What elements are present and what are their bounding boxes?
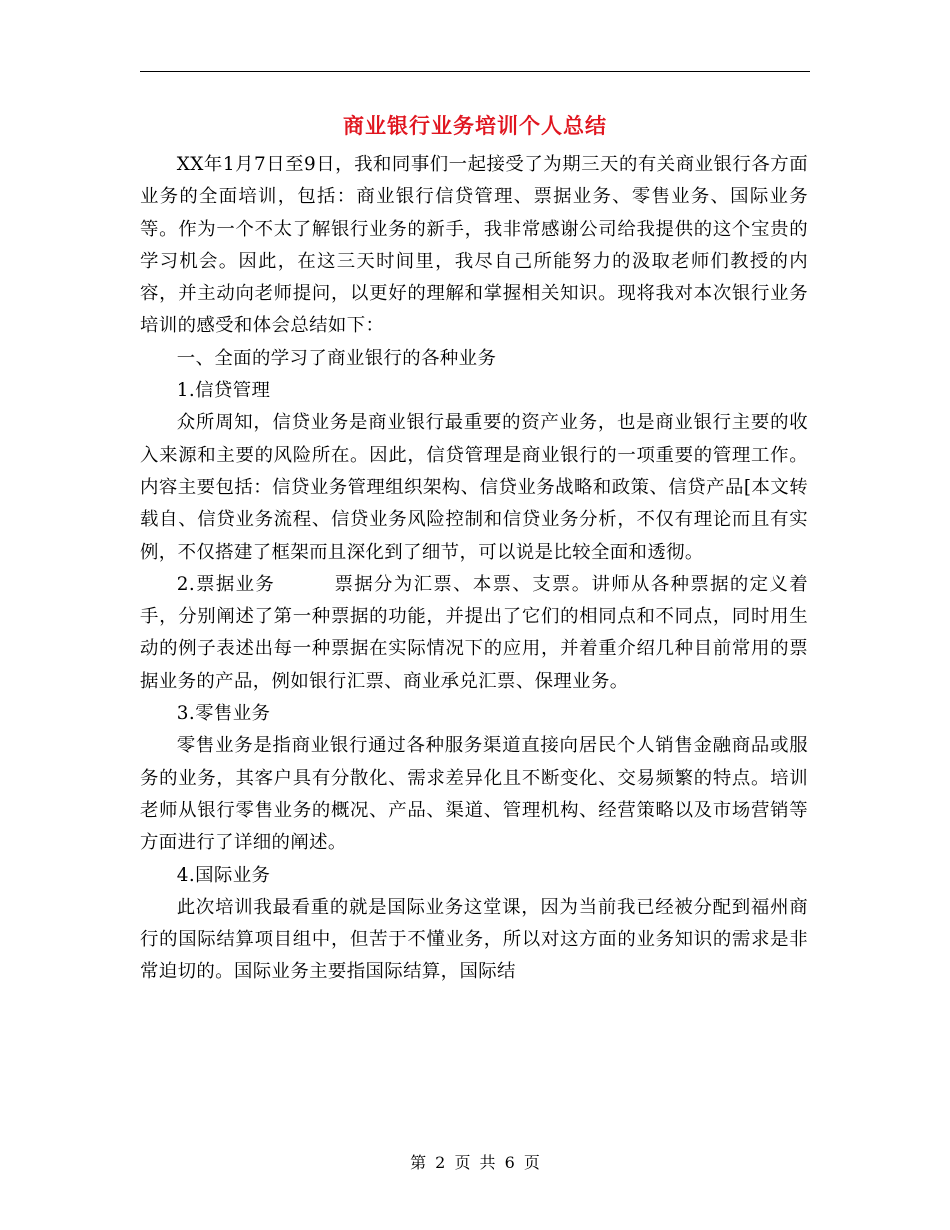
section-heading-1: 一、全面的学习了商业银行的各种业务 — [176, 347, 497, 369]
page-number-footer: 第 2 页 共 6 页 — [410, 1153, 540, 1172]
document-body — [140, 149, 808, 989]
document-title: 商业银行业务培训个人总结 — [343, 113, 607, 138]
international-business-paragraph: 此次培训我最看重的就是国际业务这堂课，因为当前我已经被分配到福州商行的国际结算项目组中，但苦于不懂业务，所以对这方面的业务知识的需求是非常迫切的。国际业务主要指国际结算，国际结 — [140, 896, 808, 983]
bill-business-paragraph: 2.票据业务 票据分为汇票、本票、支票。讲师从各种票据的定义着手，分别阐述了第一种票据的功能，并提出了它们的相同点和不同点，同时用生动的例子表述出每一种票据在实际情况下的应用，并着重介绍几种目前常用的票据业务的产品，例如银行汇票、商业承兑汇票、保理业务。 — [140, 573, 808, 692]
header-rule — [140, 71, 810, 72]
subheading-retail-business: 3.零售业务 — [176, 703, 271, 725]
retail-business-paragraph: 零售业务是指商业银行通过各种服务渠道直接向居民个人销售金融商品或服务的业务，其客户具有分散化、需求差异化且不断变化、交易频繁的特点。培训老师从银行零售业务的概况、产品、渠道、管理机构、经营策略以及市场营销等方面进行了详细的阐述。 — [140, 735, 808, 854]
credit-management-paragraph: 众所周知，信贷业务是商业银行最重要的资产业务，也是商业银行主要的收入来源和主要的风险所在。因此，信贷管理是商业银行的一项重要的管理工作。内容主要包括：信贷业务管理组织架构、信贷业务战略和政策、信贷产品[本文转载自、信贷业务流程、信贷业务风险控制和信贷业务分析，不仅有理论而且有实例，不仅搭建了框架而且深化到了细节，可以说是比较全面和透彻。 — [140, 412, 808, 563]
subheading-international-business: 4.国际业务 — [176, 864, 271, 886]
intro-paragraph: XX年1月7日至9日，我和同事们一起接受了为期三天的有关商业银行各方面业务的全面培训，包括：商业银行信贷管理、票据业务、零售业务、国际业务等。作为一个不太了解银行业务的新手，我非常感谢公司给我提供的这个宝贵的学习机会。因此，在这三天时间里，我尽自己所能努力的汲取老师们教授的内容，并主动向老师提问，以更好的理解和掌握相关知识。现将我对本次银行业务培训的感受和体会总结如下： — [140, 154, 808, 337]
subheading-credit-management: 1.信贷管理 — [176, 380, 271, 402]
